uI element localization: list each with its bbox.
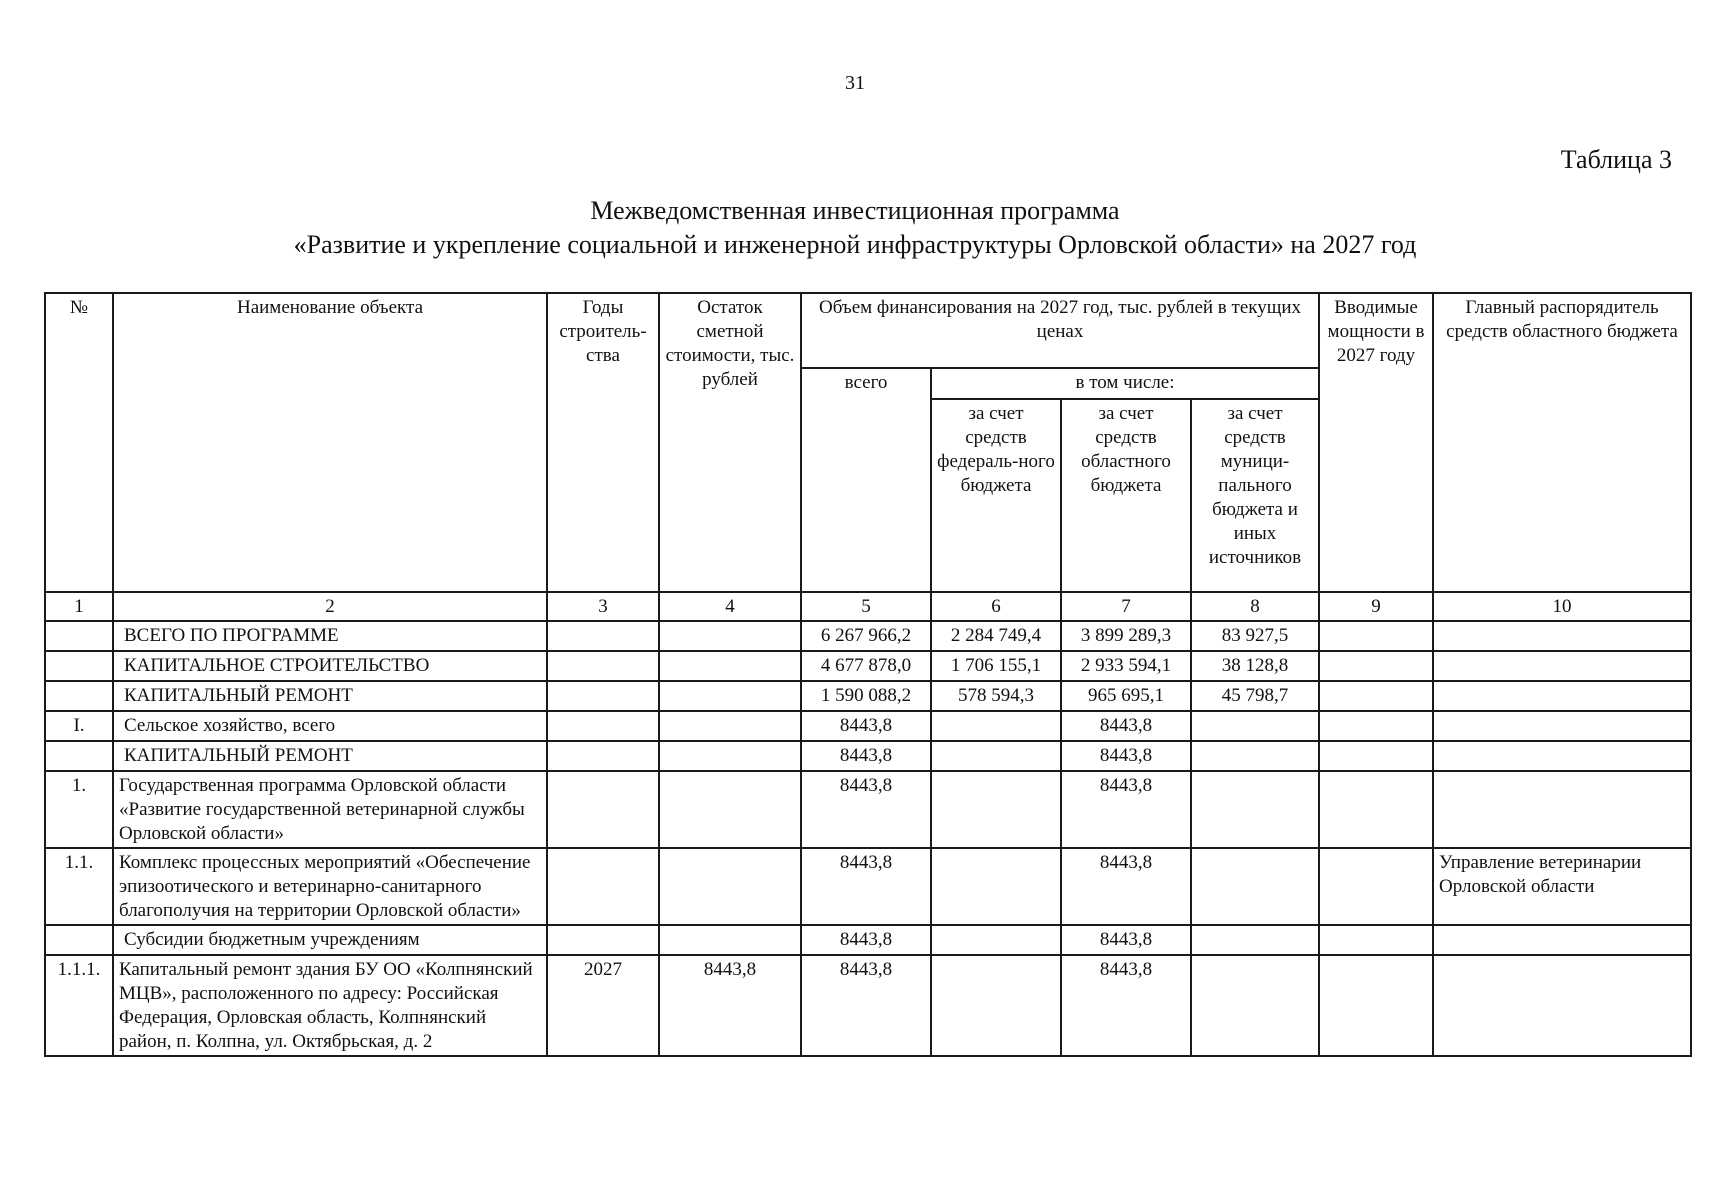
cell-years: [547, 681, 659, 711]
cell-years: 2027: [547, 955, 659, 1056]
table-row: [45, 955, 1691, 1056]
column-number: 7: [1061, 592, 1191, 621]
cell-remainder: [659, 711, 801, 741]
cell-no: 1.1.: [45, 848, 113, 925]
column-number: 3: [547, 592, 659, 621]
cell-federal: [931, 955, 1061, 1056]
cell-no: [45, 681, 113, 711]
cell-capacity: [1319, 711, 1433, 741]
column-number-row: [45, 592, 1691, 621]
cell-manager: [1433, 681, 1691, 711]
cell-manager: [1433, 621, 1691, 651]
cell-manager: [1433, 741, 1691, 771]
header-remainder: Остаток сметной стоимости, тыс. рублей: [659, 293, 801, 592]
cell-federal: 2 284 749,4: [931, 621, 1061, 651]
page-number: 31: [845, 72, 865, 94]
cell-regional: 8443,8: [1061, 711, 1191, 741]
table-row: [45, 771, 1691, 848]
header-federal: за счет средств федераль-ного бюджета: [931, 399, 1061, 592]
cell-no: 1.1.1.: [45, 955, 113, 1056]
cell-total: 8443,8: [801, 711, 931, 741]
cell-capacity: [1319, 621, 1433, 651]
column-number: 5: [801, 592, 931, 621]
cell-manager: [1433, 711, 1691, 741]
cell-years: [547, 651, 659, 681]
column-number: 9: [1319, 592, 1433, 621]
column-number: 8: [1191, 592, 1319, 621]
header-municipal: за счет средств муници-пального бюджета и иных источников: [1191, 399, 1319, 592]
cell-regional: 965 695,1: [1061, 681, 1191, 711]
cell-years: [547, 621, 659, 651]
cell-capacity: [1319, 741, 1433, 771]
cell-manager: [1433, 955, 1691, 1056]
cell-municipal: [1191, 771, 1319, 848]
cell-name: ВСЕГО ПО ПРОГРАММЕ: [113, 621, 547, 651]
cell-municipal: [1191, 925, 1319, 955]
cell-capacity: [1319, 955, 1433, 1056]
cell-capacity: [1319, 925, 1433, 955]
cell-manager: [1433, 925, 1691, 955]
document-title: [0, 194, 1710, 262]
header-regional: за счет средств областного бюджета: [1061, 399, 1191, 592]
cell-name: Государственная программа Орловской области «Развитие государственной ветеринарной службы Орловской области»: [113, 771, 547, 848]
cell-name: КАПИТАЛЬНЫЙ РЕМОНТ: [113, 681, 547, 711]
cell-total: 8443,8: [801, 741, 931, 771]
header-including: в том числе:: [931, 368, 1319, 399]
column-number: 4: [659, 592, 801, 621]
cell-municipal: [1191, 711, 1319, 741]
table-row: [45, 681, 1691, 711]
cell-name: Комплекс процессных мероприятий «Обеспечение эпизоотического и ветеринарно-санитарного благополучия на территории Орловской области»: [113, 848, 547, 925]
cell-years: [547, 771, 659, 848]
cell-municipal: [1191, 848, 1319, 925]
cell-municipal: [1191, 741, 1319, 771]
cell-remainder: [659, 741, 801, 771]
cell-municipal: 38 128,8: [1191, 651, 1319, 681]
cell-remainder: 8443,8: [659, 955, 801, 1056]
cell-regional: 3 899 289,3: [1061, 621, 1191, 651]
cell-name: Субсидии бюджетным учреждениям: [113, 925, 547, 955]
cell-no: [45, 741, 113, 771]
cell-regional: 8443,8: [1061, 741, 1191, 771]
header-years: Годы строитель-ства: [547, 293, 659, 592]
cell-years: [547, 711, 659, 741]
cell-federal: [931, 848, 1061, 925]
cell-remainder: [659, 651, 801, 681]
cell-years: [547, 925, 659, 955]
cell-federal: [931, 711, 1061, 741]
table-row: [45, 741, 1691, 771]
cell-total: 8443,8: [801, 771, 931, 848]
cell-name: КАПИТАЛЬНОЕ СТРОИТЕЛЬСТВО: [113, 651, 547, 681]
cell-name: Капитальный ремонт здания БУ ОО «Колпнянский МЦВ», расположенного по адресу: Российская Федерация, Орловская область, Колпнянский район, п. Колпна, ул. Октябрьская, д. 2: [113, 955, 547, 1056]
cell-capacity: [1319, 651, 1433, 681]
cell-manager: Управление ветеринарии Орловской области: [1433, 848, 1691, 925]
cell-remainder: [659, 681, 801, 711]
cell-name: КАПИТАЛЬНЫЙ РЕМОНТ: [113, 741, 547, 771]
cell-no: [45, 651, 113, 681]
cell-municipal: 83 927,5: [1191, 621, 1319, 651]
cell-years: [547, 848, 659, 925]
cell-total: 6 267 966,2: [801, 621, 931, 651]
header-row-1: [45, 293, 1691, 368]
table-row: [45, 925, 1691, 955]
cell-regional: 2 933 594,1: [1061, 651, 1191, 681]
cell-no: 1.: [45, 771, 113, 848]
cell-no: [45, 621, 113, 651]
header-financing: Объем финансирования на 2027 год, тыс. рублей в текущих ценах: [801, 293, 1319, 368]
column-number: 6: [931, 592, 1061, 621]
table-label: Таблица 3: [1560, 145, 1672, 174]
column-number: 2: [113, 592, 547, 621]
cell-regional: 8443,8: [1061, 771, 1191, 848]
cell-total: 1 590 088,2: [801, 681, 931, 711]
cell-years: [547, 741, 659, 771]
cell-total: 4 677 878,0: [801, 651, 931, 681]
header-capacity: Вводимые мощности в 2027 году: [1319, 293, 1433, 592]
column-number: 1: [45, 592, 113, 621]
cell-total: 8443,8: [801, 955, 931, 1056]
title-line-2: «Развитие и укрепление социальной и инженерной инфраструктуры Орловской области» на 2027 год: [293, 230, 1417, 259]
column-number: 10: [1433, 592, 1691, 621]
cell-federal: 1 706 155,1: [931, 651, 1061, 681]
cell-no: [45, 925, 113, 955]
cell-regional: 8443,8: [1061, 925, 1191, 955]
cell-total: 8443,8: [801, 848, 931, 925]
cell-manager: [1433, 651, 1691, 681]
table-row: [45, 651, 1691, 681]
cell-federal: 578 594,3: [931, 681, 1061, 711]
table-row: [45, 848, 1691, 925]
header-total: всего: [801, 368, 931, 592]
cell-remainder: [659, 848, 801, 925]
cell-manager: [1433, 771, 1691, 848]
cell-regional: 8443,8: [1061, 955, 1191, 1056]
cell-municipal: 45 798,7: [1191, 681, 1319, 711]
cell-name: Сельское хозяйство, всего: [113, 711, 547, 741]
table-row: [45, 711, 1691, 741]
investment-program-table: [44, 292, 1692, 1057]
header-no: №: [45, 293, 113, 592]
cell-municipal: [1191, 955, 1319, 1056]
cell-federal: [931, 925, 1061, 955]
cell-regional: 8443,8: [1061, 848, 1191, 925]
header-name: Наименование объекта: [113, 293, 547, 592]
title-line-1: Межведомственная инвестиционная программа: [590, 196, 1120, 225]
cell-capacity: [1319, 771, 1433, 848]
cell-federal: [931, 771, 1061, 848]
cell-no: I.: [45, 711, 113, 741]
cell-federal: [931, 741, 1061, 771]
cell-remainder: [659, 621, 801, 651]
cell-capacity: [1319, 848, 1433, 925]
cell-capacity: [1319, 681, 1433, 711]
cell-remainder: [659, 925, 801, 955]
header-manager: Главный распорядитель средств областного бюджета: [1433, 293, 1691, 592]
table-row: [45, 621, 1691, 651]
cell-total: 8443,8: [801, 925, 931, 955]
cell-remainder: [659, 771, 801, 848]
